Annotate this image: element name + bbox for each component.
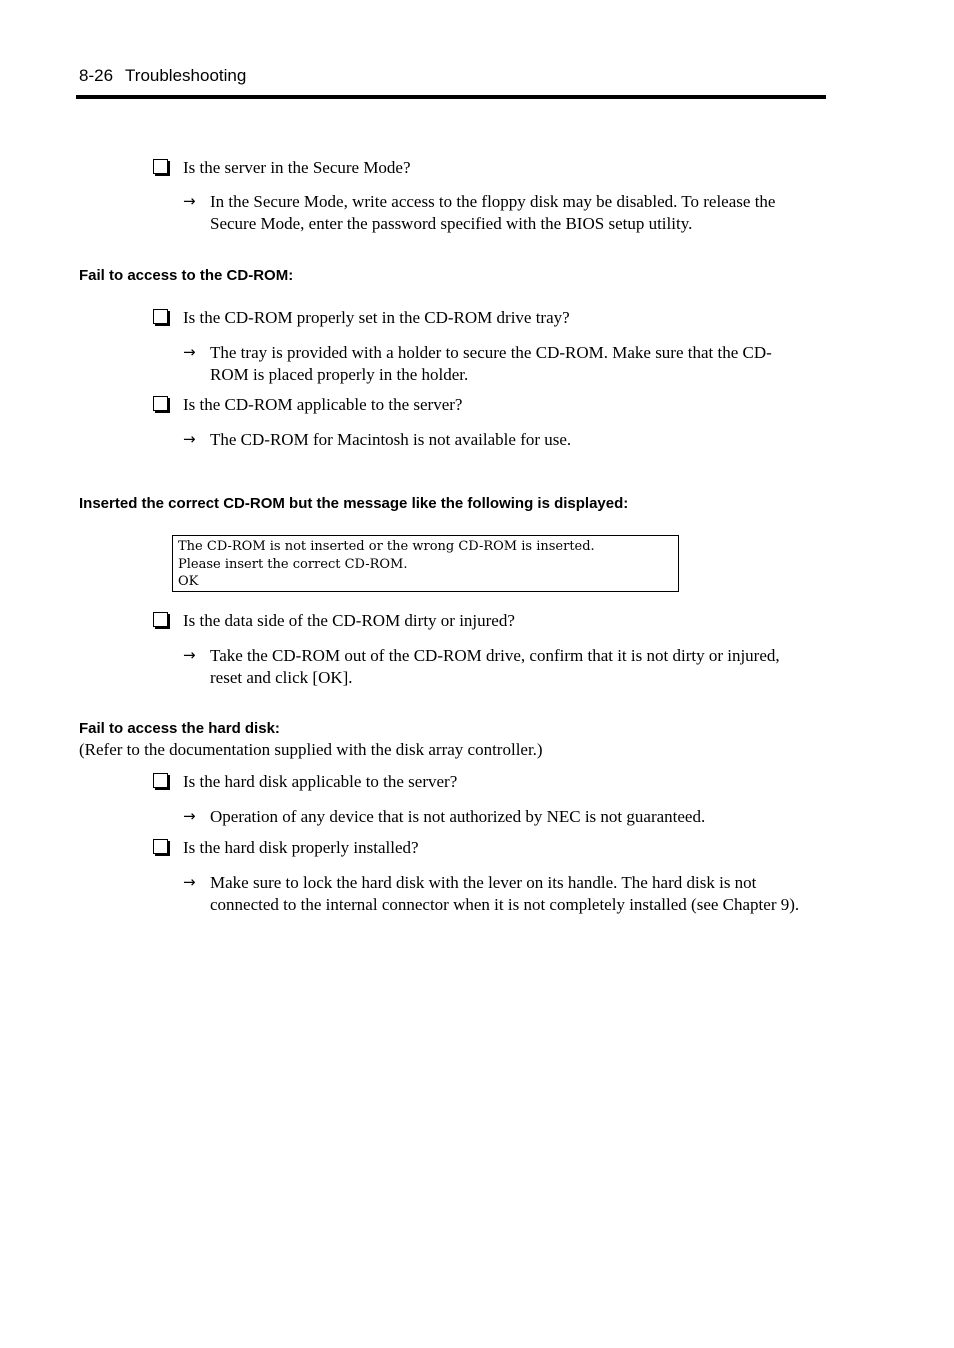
- page-number: 8-26: [79, 66, 114, 85]
- checkbox-icon: [153, 309, 168, 324]
- answer-text: Make sure to lock the hard disk with the lever on its handle. The hard disk is not connected to the internal connector when it is not completely installed (see Chapter 9).: [210, 873, 800, 914]
- chapter-title: Troubleshooting: [125, 66, 247, 85]
- checklist-question: Is the hard disk properly installed?: [183, 838, 419, 857]
- message-box: [172, 535, 679, 592]
- checkbox-icon: [153, 396, 168, 411]
- message-line: Please insert the correct CD-ROM.: [178, 556, 408, 572]
- answer-text: The tray is provided with a holder to secure the CD-ROM. Make sure that the CD-ROM is placed properly in the holder.: [210, 343, 772, 384]
- arrow-right-icon: →: [183, 873, 196, 891]
- answer-text: In the Secure Mode, write access to the floppy disk may be disabled. To release the Secure Mode, enter the password specified with the BIOS setup utility.: [210, 192, 776, 233]
- page-header: [79, 66, 246, 86]
- arrow-right-icon: →: [183, 807, 196, 825]
- answer-text: Take the CD-ROM out of the CD-ROM drive, confirm that it is not dirty or injured, reset and click [OK].: [210, 646, 780, 687]
- section-title-cdrom-access: Fail to access to the CD-ROM:: [79, 267, 294, 284]
- checklist-question: Is the hard disk applicable to the server?: [183, 772, 458, 791]
- arrow-right-icon: →: [183, 430, 196, 448]
- arrow-right-icon: →: [183, 192, 196, 210]
- checklist-question: Is the CD-ROM properly set in the CD-ROM drive tray?: [183, 308, 570, 327]
- arrow-right-icon: →: [183, 343, 196, 361]
- checkbox-icon: [153, 839, 168, 854]
- section-title-cdrom-message: Inserted the correct CD-ROM but the message like the following is displayed:: [79, 495, 629, 512]
- checkbox-icon: [153, 159, 168, 174]
- section-note: (Refer to the documentation supplied with the disk array controller.): [79, 740, 543, 759]
- answer-text: Operation of any device that is not authorized by NEC is not guaranteed.: [210, 807, 706, 826]
- checklist-question: Is the data side of the CD-ROM dirty or injured?: [183, 611, 515, 630]
- answer-cdrom-tray: [183, 342, 808, 385]
- answer-cdrom-applicable: [183, 429, 823, 451]
- answer-secure-mode: [183, 191, 823, 234]
- message-line: The CD-ROM is not inserted or the wrong CD-ROM is inserted.: [178, 539, 595, 554]
- answer-text: The CD-ROM for Macintosh is not available for use.: [210, 430, 572, 449]
- checkbox-icon: [153, 612, 168, 627]
- checkbox-icon: [153, 773, 168, 788]
- arrow-right-icon: →: [183, 646, 196, 664]
- section-title-hard-disk: Fail to access the hard disk:: [79, 720, 280, 737]
- message-line: OK: [178, 574, 199, 589]
- checklist-question: Is the CD-ROM applicable to the server?: [183, 395, 463, 414]
- checklist-question: Is the server in the Secure Mode?: [183, 158, 411, 177]
- answer-cdrom-dirty: [183, 645, 783, 688]
- header-rule: [76, 95, 826, 99]
- answer-hdd-applicable: [183, 806, 823, 828]
- answer-hdd-installed: [183, 872, 828, 915]
